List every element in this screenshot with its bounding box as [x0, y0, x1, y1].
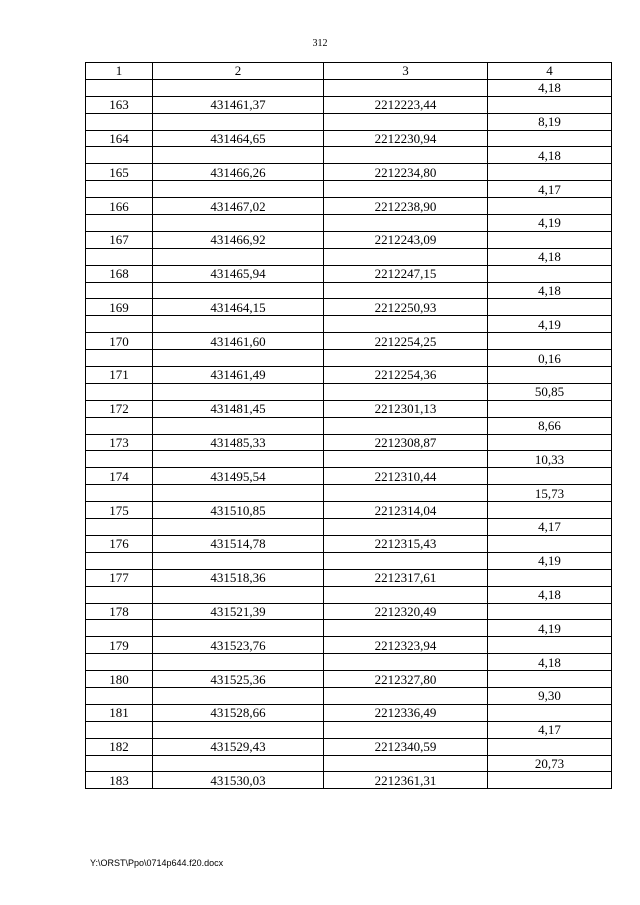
- distance-cell: [488, 299, 612, 316]
- header-col-2: 2: [153, 63, 324, 80]
- x-coordinate-cell: 431465,94: [153, 265, 324, 282]
- point-number-cell: [86, 79, 153, 96]
- point-number-cell: [86, 316, 153, 333]
- point-number-cell: [86, 350, 153, 367]
- x-coordinate-cell: 431466,92: [153, 231, 324, 248]
- distance-cell: [488, 367, 612, 384]
- x-coordinate-cell: 431481,45: [153, 400, 324, 417]
- table-row-point: [86, 704, 612, 721]
- y-coordinate-cell: [324, 350, 488, 367]
- distance-cell: [488, 569, 612, 586]
- distance-cell: [488, 535, 612, 552]
- table-row-point: [86, 637, 612, 654]
- y-coordinate-cell: [324, 417, 488, 434]
- distance-cell: 4,17: [488, 721, 612, 738]
- y-coordinate-cell: [324, 248, 488, 265]
- y-coordinate-cell: 2212250,93: [324, 299, 488, 316]
- y-coordinate-cell: 2212234,80: [324, 164, 488, 181]
- x-coordinate-cell: [153, 485, 324, 502]
- y-coordinate-cell: [324, 687, 488, 704]
- distance-cell: [488, 333, 612, 350]
- point-number-cell: 167: [86, 231, 153, 248]
- file-path-footer: Y:\ORST\Ppo\0714p644.f20.docx: [90, 858, 224, 868]
- table-row-distance: [86, 721, 612, 738]
- point-number-cell: [86, 721, 153, 738]
- distance-cell: 4,17: [488, 519, 612, 536]
- table-row-point: [86, 434, 612, 451]
- x-coordinate-cell: 431525,36: [153, 671, 324, 688]
- x-coordinate-cell: [153, 248, 324, 265]
- distance-cell: 9,30: [488, 687, 612, 704]
- x-coordinate-cell: [153, 586, 324, 603]
- table-row-distance: [86, 383, 612, 400]
- point-number-cell: 164: [86, 130, 153, 147]
- table-row-point: [86, 603, 612, 620]
- distance-cell: [488, 704, 612, 721]
- distance-cell: 10,33: [488, 451, 612, 468]
- table-header-row: [86, 63, 612, 80]
- x-coordinate-cell: 431464,65: [153, 130, 324, 147]
- distance-cell: 4,18: [488, 586, 612, 603]
- point-number-cell: 172: [86, 400, 153, 417]
- x-coordinate-cell: [153, 552, 324, 569]
- table-row-point: [86, 299, 612, 316]
- distance-cell: 4,18: [488, 147, 612, 164]
- distance-cell: [488, 434, 612, 451]
- point-number-cell: [86, 417, 153, 434]
- distance-cell: 4,19: [488, 215, 612, 232]
- distance-cell: [488, 603, 612, 620]
- distance-cell: 8,19: [488, 113, 612, 130]
- x-coordinate-cell: [153, 316, 324, 333]
- x-coordinate-cell: [153, 755, 324, 772]
- y-coordinate-cell: [324, 215, 488, 232]
- point-number-cell: [86, 552, 153, 569]
- point-number-cell: [86, 282, 153, 299]
- x-coordinate-cell: [153, 350, 324, 367]
- y-coordinate-cell: [324, 79, 488, 96]
- distance-cell: [488, 130, 612, 147]
- point-number-cell: [86, 654, 153, 671]
- point-number-cell: 183: [86, 772, 153, 789]
- point-number-cell: [86, 586, 153, 603]
- x-coordinate-cell: [153, 215, 324, 232]
- distance-cell: 0,16: [488, 350, 612, 367]
- table-row-distance: [86, 620, 612, 637]
- y-coordinate-cell: 2212254,25: [324, 333, 488, 350]
- point-number-cell: [86, 519, 153, 536]
- x-coordinate-cell: [153, 417, 324, 434]
- table-row-point: [86, 96, 612, 113]
- point-number-cell: [86, 383, 153, 400]
- y-coordinate-cell: 2212320,49: [324, 603, 488, 620]
- distance-cell: [488, 671, 612, 688]
- x-coordinate-cell: [153, 181, 324, 198]
- distance-cell: [488, 265, 612, 282]
- x-coordinate-cell: [153, 282, 324, 299]
- x-coordinate-cell: 431528,66: [153, 704, 324, 721]
- point-number-cell: 173: [86, 434, 153, 451]
- y-coordinate-cell: [324, 383, 488, 400]
- table-row-distance: [86, 451, 612, 468]
- distance-cell: 4,19: [488, 316, 612, 333]
- y-coordinate-cell: 2212247,15: [324, 265, 488, 282]
- y-coordinate-cell: 2212301,13: [324, 400, 488, 417]
- page-number: 312: [312, 38, 328, 49]
- table-row-distance: [86, 181, 612, 198]
- x-coordinate-cell: 431518,36: [153, 569, 324, 586]
- y-coordinate-cell: [324, 282, 488, 299]
- table-row-point: [86, 400, 612, 417]
- distance-cell: 4,18: [488, 282, 612, 299]
- table-row-point: [86, 130, 612, 147]
- y-coordinate-cell: 2212315,43: [324, 535, 488, 552]
- table-row-point: [86, 468, 612, 485]
- y-coordinate-cell: 2212323,94: [324, 637, 488, 654]
- table-row-distance: [86, 113, 612, 130]
- point-number-cell: 166: [86, 198, 153, 215]
- point-number-cell: 175: [86, 502, 153, 519]
- table-row-point: [86, 333, 612, 350]
- table-row-point: [86, 502, 612, 519]
- y-coordinate-cell: 2212243,09: [324, 231, 488, 248]
- x-coordinate-cell: 431521,39: [153, 603, 324, 620]
- point-number-cell: [86, 485, 153, 502]
- y-coordinate-cell: [324, 147, 488, 164]
- point-number-cell: 181: [86, 704, 153, 721]
- x-coordinate-cell: 431461,49: [153, 367, 324, 384]
- x-coordinate-cell: [153, 654, 324, 671]
- distance-cell: [488, 468, 612, 485]
- distance-cell: [488, 400, 612, 417]
- point-number-cell: [86, 248, 153, 265]
- point-number-cell: [86, 620, 153, 637]
- y-coordinate-cell: [324, 181, 488, 198]
- x-coordinate-cell: [153, 687, 324, 704]
- y-coordinate-cell: [324, 485, 488, 502]
- table-row-distance: [86, 654, 612, 671]
- table-row-distance: [86, 687, 612, 704]
- y-coordinate-cell: 2212327,80: [324, 671, 488, 688]
- distance-cell: 50,85: [488, 383, 612, 400]
- table-row-distance: [86, 147, 612, 164]
- point-number-cell: 168: [86, 265, 153, 282]
- distance-cell: 20,73: [488, 755, 612, 772]
- point-number-cell: 171: [86, 367, 153, 384]
- y-coordinate-cell: [324, 721, 488, 738]
- distance-cell: 4,18: [488, 654, 612, 671]
- y-coordinate-cell: 2212314,04: [324, 502, 488, 519]
- table-row-distance: [86, 485, 612, 502]
- point-number-cell: 178: [86, 603, 153, 620]
- x-coordinate-cell: 431461,60: [153, 333, 324, 350]
- distance-cell: 8,66: [488, 417, 612, 434]
- point-number-cell: 163: [86, 96, 153, 113]
- x-coordinate-cell: [153, 620, 324, 637]
- y-coordinate-cell: [324, 519, 488, 536]
- table-row-distance: [86, 552, 612, 569]
- point-number-cell: 182: [86, 738, 153, 755]
- point-number-cell: [86, 147, 153, 164]
- y-coordinate-cell: [324, 552, 488, 569]
- point-number-cell: 170: [86, 333, 153, 350]
- table-row-point: [86, 198, 612, 215]
- x-coordinate-cell: [153, 383, 324, 400]
- table-row-point: [86, 231, 612, 248]
- distance-cell: [488, 772, 612, 789]
- x-coordinate-cell: 431514,78: [153, 535, 324, 552]
- x-coordinate-cell: 431530,03: [153, 772, 324, 789]
- header-col-1: 1: [86, 63, 153, 80]
- header-col-3: 3: [324, 63, 488, 80]
- x-coordinate-cell: [153, 519, 324, 536]
- y-coordinate-cell: 2212308,87: [324, 434, 488, 451]
- y-coordinate-cell: [324, 586, 488, 603]
- x-coordinate-cell: 431510,85: [153, 502, 324, 519]
- table-row-point: [86, 164, 612, 181]
- table-row-distance: [86, 519, 612, 536]
- table-row-distance: [86, 79, 612, 96]
- y-coordinate-cell: 2212317,61: [324, 569, 488, 586]
- table-row-point: [86, 367, 612, 384]
- point-number-cell: [86, 181, 153, 198]
- x-coordinate-cell: 431466,26: [153, 164, 324, 181]
- point-number-cell: 176: [86, 535, 153, 552]
- point-number-cell: [86, 215, 153, 232]
- distance-cell: [488, 502, 612, 519]
- x-coordinate-cell: 431529,43: [153, 738, 324, 755]
- point-number-cell: 179: [86, 637, 153, 654]
- distance-cell: [488, 96, 612, 113]
- point-number-cell: 180: [86, 671, 153, 688]
- table-row-point: [86, 671, 612, 688]
- x-coordinate-cell: 431461,37: [153, 96, 324, 113]
- table-row-distance: [86, 586, 612, 603]
- y-coordinate-cell: [324, 113, 488, 130]
- table-row-point: [86, 772, 612, 789]
- distance-cell: [488, 738, 612, 755]
- y-coordinate-cell: [324, 316, 488, 333]
- y-coordinate-cell: 2212361,31: [324, 772, 488, 789]
- x-coordinate-cell: 431495,54: [153, 468, 324, 485]
- distance-cell: [488, 231, 612, 248]
- coordinates-table: [85, 62, 612, 789]
- y-coordinate-cell: 2212223,44: [324, 96, 488, 113]
- y-coordinate-cell: 2212310,44: [324, 468, 488, 485]
- table-row-point: [86, 738, 612, 755]
- point-number-cell: [86, 687, 153, 704]
- table-row-point: [86, 265, 612, 282]
- y-coordinate-cell: 2212238,90: [324, 198, 488, 215]
- distance-cell: 4,18: [488, 79, 612, 96]
- point-number-cell: 165: [86, 164, 153, 181]
- x-coordinate-cell: [153, 113, 324, 130]
- distance-cell: 4,19: [488, 552, 612, 569]
- point-number-cell: 174: [86, 468, 153, 485]
- y-coordinate-cell: 2212340,59: [324, 738, 488, 755]
- distance-cell: 4,19: [488, 620, 612, 637]
- y-coordinate-cell: [324, 620, 488, 637]
- y-coordinate-cell: [324, 654, 488, 671]
- point-number-cell: [86, 451, 153, 468]
- x-coordinate-cell: 431467,02: [153, 198, 324, 215]
- x-coordinate-cell: [153, 147, 324, 164]
- table-row-distance: [86, 417, 612, 434]
- y-coordinate-cell: 2212230,94: [324, 130, 488, 147]
- table-row-point: [86, 535, 612, 552]
- x-coordinate-cell: 431485,33: [153, 434, 324, 451]
- y-coordinate-cell: [324, 451, 488, 468]
- table-row-distance: [86, 316, 612, 333]
- table-row-distance: [86, 755, 612, 772]
- table-row-distance: [86, 350, 612, 367]
- distance-cell: [488, 164, 612, 181]
- header-col-4: 4: [488, 63, 612, 80]
- point-number-cell: 169: [86, 299, 153, 316]
- x-coordinate-cell: 431523,76: [153, 637, 324, 654]
- table-row-distance: [86, 282, 612, 299]
- x-coordinate-cell: [153, 451, 324, 468]
- point-number-cell: [86, 113, 153, 130]
- distance-cell: 4,18: [488, 248, 612, 265]
- y-coordinate-cell: 2212336,49: [324, 704, 488, 721]
- table-row-distance: [86, 248, 612, 265]
- distance-cell: 4,17: [488, 181, 612, 198]
- y-coordinate-cell: 2212254,36: [324, 367, 488, 384]
- distance-cell: 15,73: [488, 485, 612, 502]
- point-number-cell: [86, 755, 153, 772]
- y-coordinate-cell: [324, 755, 488, 772]
- x-coordinate-cell: 431464,15: [153, 299, 324, 316]
- x-coordinate-cell: [153, 79, 324, 96]
- table-row-point: [86, 569, 612, 586]
- distance-cell: [488, 198, 612, 215]
- point-number-cell: 177: [86, 569, 153, 586]
- distance-cell: [488, 637, 612, 654]
- x-coordinate-cell: [153, 721, 324, 738]
- table-row-distance: [86, 215, 612, 232]
